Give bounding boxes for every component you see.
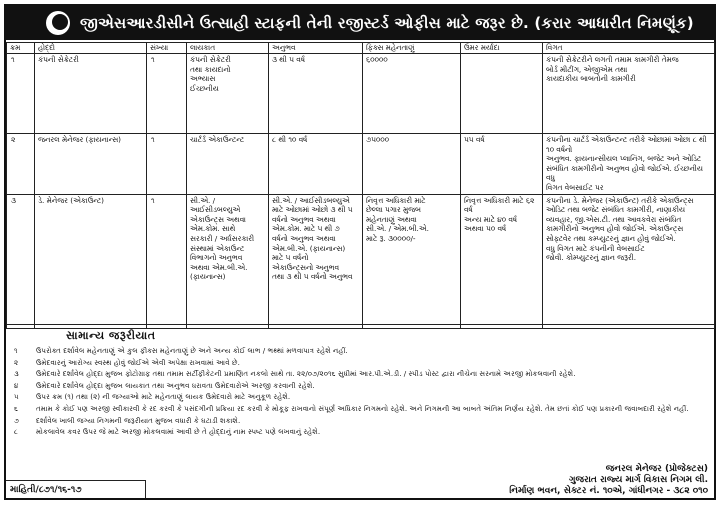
list-item: ૬ તમામ કે કોઈ પણ અરજી સ્વીકારવી કે રદ કરવી કે પસંદગીની પ્રક્રિયા રદ કરવી કે મોકૂફ રાખવાનો સંપૂર્ણ અધિકાર નિગમનો રહેશે. અને નિગમની આ બાબતે અંતિમ નિર્ણય રહેશે. તેમ છતાં કોઈ પણ પ્રકારની જવાબદારી રહેશે નહીં. [14, 403, 689, 413]
header-banner [6, 6, 714, 40]
reference-number: માહિતી/૮૭૧/૧૬-૧૭ [6, 480, 146, 498]
table-header-row [7, 43, 715, 54]
list-item: ૪ ઉમેદવારે દર્શાવેલ હોદ્દા મુજબ લાયકાત તથા અનુભવ ધરાવતા ઉમેદવારોએ અરજી કરવાની રહેશે. [14, 380, 315, 390]
column-header: ફિક્સ મહેનતાણું [363, 43, 461, 54]
general-requirements [6, 324, 714, 467]
table-row [7, 134, 715, 195]
experience: ૮ થી ૧૦ વર્ષ [269, 134, 363, 195]
post-count: ૧ [147, 54, 187, 134]
post-details: કંપનીના ચાર્ટર્ડ એકાઉન્ટન્ટ તરીકે ઓછામાં ઓછા ૮ થી ૧૦ વર્ષનો અનુભવ. ફાયનાન્સીયલ પ્લાનિંગ, બજેટ અને ઓડિટ સંબંધિત કામગીરીનો અનુભવ હોવો જોઈએ. ઈચ્છનીય વધુ વિગત વેબસાઈટ પર [543, 134, 715, 195]
organization-name: ગુજરાત રાજ્ય માર્ગ વિકાસ નિગમ લી. [568, 475, 708, 485]
row-number: ૩ [7, 194, 35, 328]
general-requirements-title: સામાન્ય જરૂરીયાત [66, 329, 156, 342]
post-details: કંપની સેક્રેટરીને લગતી તમામ કામગીરી તેમજ બોર્ડ મીટીંગ, એજીએમ તથા કાયદાકીય બાબતોની કામગીરી [543, 54, 715, 134]
list-item: ૭ દર્શાવેલ ખાલી જગ્યા નિગમની જરૂરીયાત મુજબ વધારી કે ઘટાડી શકાશે. [14, 415, 241, 425]
salary: નિવૃત્ત અધિકારી માટે છેલ્લા પગાર મુજબ મહેનતાણું અથવા સી.એ. / એમ.બી.એ. માટે રૂ. ૩૦૦૦૦/- [363, 194, 461, 328]
signature-block [509, 464, 708, 497]
page-title: જીએસઆરડીસીને ઉત્સાહી સ્ટાફની તેની રજીસ્ટર્ડ ઓફીસ માટે જરૂર છે. (કરાર આધારીત નિમણૂંક) [80, 14, 694, 32]
vacancy-table [6, 42, 715, 329]
row-number: ૧ [7, 54, 35, 134]
column-header: અનુભવ [269, 43, 363, 54]
age-limit [461, 54, 543, 134]
designation: જનરલ મેનેજર (પ્રોજેક્ટસ) [605, 464, 708, 474]
column-header: વિગત [543, 43, 715, 54]
post-name: ડે. મેનેજર (એકાઉન્ટ) [35, 194, 147, 328]
post-details: કંપનીના ડે. મેનેજર (એકાઉન્ટ) તરીકે એકાઉન્ટ્સ ઓડિટ તથા બજેટ સંબંધિત કામગીરી, નાણાકીય વ્યવહાર, જી.એસ.ટી. તથા આવકવેરા સંબંધિત કામગીરીનો અનુભવ હોવો જોઈએ. એકાઉન્ટ્સ સોફ્ટવેર તથા કમ્પ્યુટરનું જ્ઞાન હોવું જોઈએ. વધુ વિગત માટે કંપનીની વેબસાઈટ જોવી. કોમ્પ્યુટરનું જ્ઞાન જરૂરી. [543, 194, 715, 328]
post-name: કંપની સેક્રેટરી [35, 54, 147, 134]
advertisement-page [4, 4, 716, 500]
list-item: ૩ ઉમેદવારે દર્શાવેલ હોદ્દા મુજબ ફોટોગ્રાફ તથા તમામ સર્ટીફીકેટની પ્રમાણિત નકલો સાથે તા. ૨૨/૦૭/૨૦૧૬ સુધીમાં આર.પી.એ.ડી. / સ્પીડ પોસ્ટ દ્વારા નીચેના સરનામે અરજી મોકલવાની રહેશે. [14, 369, 576, 379]
list-item: ૮ મોકલાવેલ કવર ઉપર જે માટે અરજી મોકલવામાં આવી છે તે હોદ્દાનું નામ સ્પષ્ટ પણે લખવાનું રહેશે. [14, 427, 321, 437]
age-limit: ૫૫ વર્ષ [461, 134, 543, 195]
salary: ૭૫૦૦૦ [363, 134, 461, 195]
address: નિર્માણ ભવન, સેક્ટર નં. ૧૦એ, ગાંધીનગર - ૩૮૨ ૦૧૦ [509, 486, 708, 496]
requirements-list [12, 345, 712, 438]
salary: ૬૦૦૦૦ [363, 54, 461, 134]
column-header: ક્રમ [7, 43, 35, 54]
table-row [7, 194, 715, 328]
qualification: કંપની સેક્રેટરી તથા કાયદાનો અભ્યાસ ઈચ્છનીય [187, 54, 269, 134]
qualification: ચાર્ટર્ડ એકાઉન્ટન્ટ [187, 134, 269, 195]
post-count: ૧ [147, 194, 187, 328]
column-header: ઉંમર મર્યાદા [461, 43, 543, 54]
qualification: સી.એ. / આઈસીડબલ્યુએ એકાઉન્ટ્સ અથવા એમ.કોમ. સાથે સરકારી / અર્ધસરકારી સંસ્થામાં એકાઉન્ટ વિભાગનો અનુભવ અથવા એમ.બી.એ. (ફાયનાન્સ) [187, 194, 269, 328]
list-item: ૫ ઉપર ક્રમ (૧) તથા (૨) ની જગ્યાઓ માટે મહેનતાણું લાયક ઉમેદવારો માટે અનુકૂળ રહેશે. [14, 392, 291, 402]
row-number: ૨ [7, 134, 35, 195]
experience: સી.એ. / આઈસીડબલ્યુએ માટે ઓછામાં ઓછો ૩ થી ૫ વર્ષનો અનુભવ અથવા એમ.કોમ. માટે ૫ થી ૭ વર્ષનો અનુભવ અથવા એમ.બી.એ. (ફાયનાન્સ) માટે ૫ વર્ષનો એકાઉન્ટ્સનો અનુભવ તથા ૩ થી ૫ વર્ષનો અનુભવ [269, 194, 363, 328]
list-item: ૨ ઉમેદવારનું આરોગ્ય સ્વસ્થ હોવું જોઈએ એવી અપેક્ષા રાખવામાં આવે છે. [14, 357, 240, 367]
post-count: ૧ [147, 134, 187, 195]
experience: ૩ થી ૫ વર્ષ [269, 54, 363, 134]
column-header: લાયકાત [187, 43, 269, 54]
age-limit: નિવૃત્ત અધિકારી માટે ૬૨ વર્ષ અન્ય માટે ૪૦ વર્ષ અથવા ૫૦ વર્ષ [461, 194, 543, 328]
footer [6, 464, 714, 498]
post-name: જનરલ મેનેજર (ફાયનાન્સ) [35, 134, 147, 195]
list-item: ૧ ઉપરોક્ત દર્શાવેલ મહેનતાણું એ કુલ ફીક્સ મહેનતાણું છે અને અન્ય કોઈ લાભ / ભથ્થાં મળવાપાત્ર રહેશે નહીં. [14, 346, 348, 355]
column-header: હોદ્દો [35, 43, 147, 54]
gsrdc-logo-icon [46, 11, 70, 35]
table-row [7, 54, 715, 134]
column-header: સંખ્યા [147, 43, 187, 54]
